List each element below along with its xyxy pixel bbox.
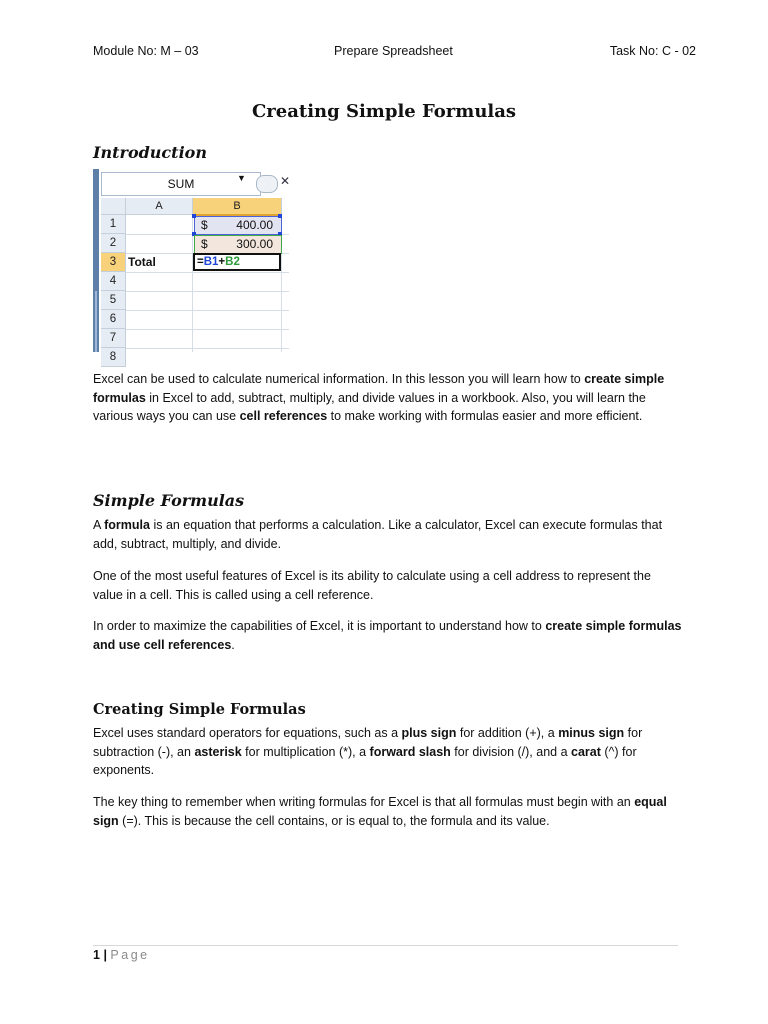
cell-a3: Total [128,255,156,269]
selection-handle [192,214,196,218]
excel-screenshot [93,169,291,363]
heading-introduction: Introduction [93,143,207,162]
text: for multiplication (*), a [241,744,370,759]
page-title: Creating Simple Formulas [251,101,517,122]
text: for division (/), and a [450,744,572,759]
paragraph-formula-definition [93,516,683,553]
paragraph-operators [93,724,683,780]
grid-line [126,291,289,292]
bold-text: carat [571,744,601,759]
row-header: 5 [101,291,126,310]
page-footer [93,948,150,962]
bold-text: create simple formulas [93,372,665,405]
footer-divider [93,945,678,946]
bold-text: equal sign [93,795,667,828]
row-header: 6 [101,310,126,329]
footer-separator: | [103,948,107,962]
cell-b1 [194,216,282,235]
close-icon: ✕ [280,174,291,188]
bold-text: forward slash [369,744,451,759]
heading-creating-simple-formulas: Creating Simple Formulas [93,701,306,718]
bold-text: formula [104,518,150,532]
row-header: 2 [101,234,126,253]
row-header: 7 [101,329,126,348]
text: A [93,518,105,532]
formula-ref-b2: B2 [225,256,240,268]
column-header-a: A [126,198,193,215]
row-header-selected: 3 [101,253,126,272]
text: In order to maximize the capabilities of Excel, it is important to understand how to [93,619,546,633]
bold-text: plus sign [401,726,457,740]
currency-symbol: $ [201,218,208,232]
cell-b2 [194,235,282,254]
bold-text: create simple formulas and use cell references [93,619,682,652]
grid-line [126,310,289,311]
bold-text: asterisk [194,744,242,759]
text: . [231,637,235,652]
grid-line [126,329,289,330]
heading-simple-formulas: Simple Formulas [93,491,245,510]
window-edge-highlight [95,291,97,352]
currency-symbol: $ [201,237,208,251]
text: for addition (+), a [456,726,559,740]
row-header: 8 [101,348,126,367]
formula-equals: = [197,256,204,268]
formula-ref-b1: B1 [203,256,219,268]
chevron-down-icon: ▼ [237,173,246,183]
text: in Excel to add, subtract, multiply, and divide values in a workbook. Also, you will learn the various ways you can use [93,390,646,424]
grid-line [126,272,289,273]
header-title: Prepare Spreadsheet [334,44,453,58]
text: to make working with formulas easier and more efficient. [327,409,643,424]
formula-plus: + [218,256,226,268]
text: (=). This is because the cell contains, or is equal to, the formula and its value. [118,813,550,828]
cell-value: 400.00 [236,218,273,232]
grid-line [126,348,289,349]
bold-text: minus sign [558,726,625,740]
text: The key thing to remember when writing formulas for Excel is that all formulas must begin with an [93,795,635,809]
page-number: 1 [93,948,100,962]
text: for subtraction (-), an [93,726,643,759]
module-number: Module No: M – 03 [93,44,199,58]
column-header-b: B [193,198,282,216]
page-label: Page [110,948,150,962]
cell-value: 300.00 [236,237,273,251]
row-header: 4 [101,272,126,291]
paragraph-capabilities [93,617,683,654]
formula-bar-button [256,175,278,193]
task-number: Task No: C - 02 [609,44,696,58]
paragraph-intro [93,370,683,426]
text: Excel uses standard operators for equations, such as a [93,726,402,740]
name-box: SUM [101,172,261,196]
text: Excel can be used to calculate numerical information. In this lesson you will learn how to [93,372,585,386]
bold-text: cell references [239,409,328,424]
row-header: 1 [101,215,126,234]
text: (^) for exponents. [93,744,637,778]
text: is an equation that performs a calculation. Like a calculator, Excel can execute formulas that add, subtract, multiply, and divide. [93,518,663,551]
paragraph-cell-address: One of the most useful features of Excel is its ability to calculate using a cell address to represent the value in a cell. This is called using a cell reference. [93,569,651,602]
cell-b3-formula [193,253,281,271]
selection-handle [278,214,282,218]
page-header [93,44,696,62]
select-all-corner [101,198,126,215]
paragraph-equal-sign [93,793,683,830]
